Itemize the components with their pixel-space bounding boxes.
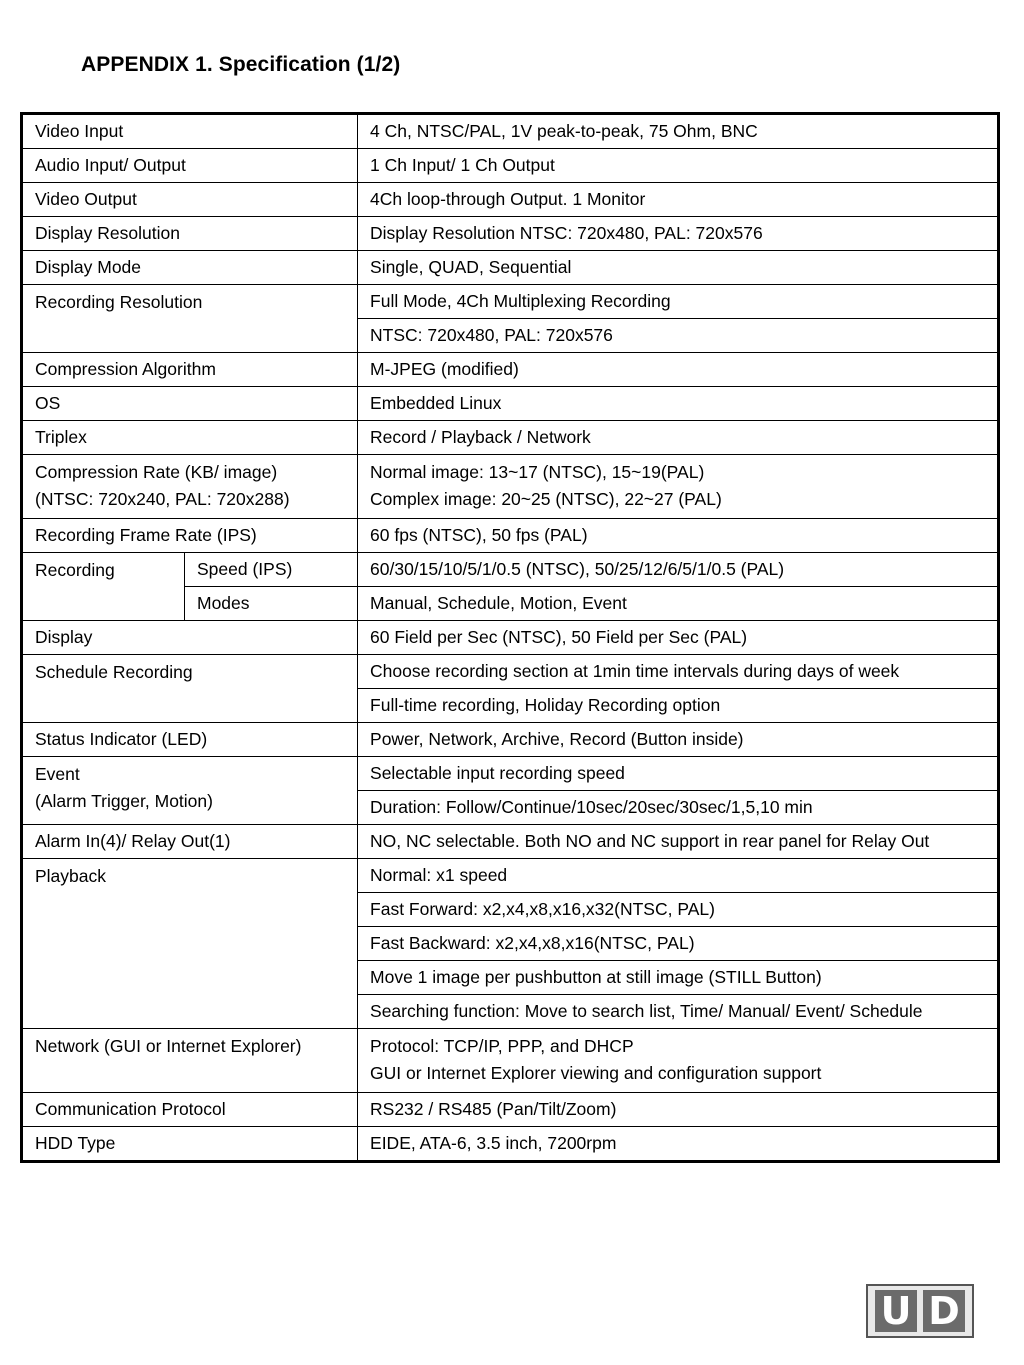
logo-letter-u: U <box>875 1290 917 1332</box>
table-row <box>22 1127 999 1162</box>
spec-label-line: (Alarm Trigger, Motion) <box>35 791 213 811</box>
specification-table <box>20 112 1000 1163</box>
spec-label: Alarm In(4)/ Relay Out(1) <box>22 825 358 859</box>
table-row <box>22 621 999 655</box>
spec-label: Video Input <box>22 114 358 149</box>
spec-value <box>358 1029 999 1093</box>
company-logo <box>866 1284 974 1338</box>
spec-value-line: Complex image: 20~25 (NTSC), 22~27 (PAL) <box>370 489 722 509</box>
spec-label: Compression Algorithm <box>22 353 358 387</box>
spec-sublabel: Speed (IPS) <box>185 553 358 587</box>
spec-label: Communication Protocol <box>22 1093 358 1127</box>
table-row <box>22 285 999 319</box>
spec-value: Single, QUAD, Sequential <box>358 251 999 285</box>
spec-label: Display Mode <box>22 251 358 285</box>
spec-label: Audio Input/ Output <box>22 149 358 183</box>
spec-label-line: Event <box>35 764 80 784</box>
spec-label: OS <box>22 387 358 421</box>
spec-value: 60/30/15/10/5/1/0.5 (NTSC), 50/25/12/6/5/1/0.5 (PAL) <box>358 553 999 587</box>
spec-label <box>22 757 358 825</box>
table-row <box>22 353 999 387</box>
spec-value: Embedded Linux <box>358 387 999 421</box>
spec-value: Full-time recording, Holiday Recording option <box>358 689 999 723</box>
spec-label: Video Output <box>22 183 358 217</box>
spec-value: 60 fps (NTSC), 50 fps (PAL) <box>358 519 999 553</box>
table-row <box>22 217 999 251</box>
spec-value: RS232 / RS485 (Pan/Tilt/Zoom) <box>358 1093 999 1127</box>
spec-value: Full Mode, 4Ch Multiplexing Recording <box>358 285 999 319</box>
table-row <box>22 825 999 859</box>
table-row <box>22 723 999 757</box>
spec-value: Fast Forward: x2,x4,x8,x16,x32(NTSC, PAL) <box>358 893 999 927</box>
page-title: APPENDIX 1. Specification (1/2) <box>81 53 401 76</box>
spec-value: 60 Field per Sec (NTSC), 50 Field per Sec (PAL) <box>358 621 999 655</box>
spec-value: Fast Backward: x2,x4,x8,x16(NTSC, PAL) <box>358 927 999 961</box>
table-row <box>22 455 999 519</box>
spec-label: Display Resolution <box>22 217 358 251</box>
spec-label: Recording Resolution <box>22 285 358 353</box>
spec-value-line: Protocol: TCP/IP, PPP, and DHCP <box>370 1036 634 1056</box>
spec-value-line: Normal image: 13~17 (NTSC), 15~19(PAL) <box>370 462 705 482</box>
spec-value: 1 Ch Input/ 1 Ch Output <box>358 149 999 183</box>
spec-value: Searching function: Move to search list, Time/ Manual/ Event/ Schedule <box>358 995 999 1029</box>
spec-label <box>22 455 358 519</box>
spec-value: EIDE, ATA-6, 3.5 inch, 7200rpm <box>358 1127 999 1162</box>
spec-label: Triplex <box>22 421 358 455</box>
spec-value: Manual, Schedule, Motion, Event <box>358 587 999 621</box>
table-row <box>22 553 999 587</box>
table-row <box>22 1093 999 1127</box>
spec-label-line: (NTSC: 720x240, PAL: 720x288) <box>35 489 290 509</box>
table-row <box>22 387 999 421</box>
table-row <box>22 519 999 553</box>
spec-value: 4Ch loop-through Output. 1 Monitor <box>358 183 999 217</box>
spec-label: Playback <box>22 859 358 1029</box>
spec-value: Record / Playback / Network <box>358 421 999 455</box>
table-row <box>22 1029 999 1093</box>
spec-label-line: Compression Rate (KB/ image) <box>35 462 278 482</box>
spec-value: NTSC: 720x480, PAL: 720x576 <box>358 319 999 353</box>
table-row <box>22 149 999 183</box>
table-row <box>22 859 999 893</box>
spec-value: Choose recording section at 1min time intervals during days of week <box>358 655 999 689</box>
spec-value: Move 1 image per pushbutton at still image (STILL Button) <box>358 961 999 995</box>
spec-sublabel: Modes <box>185 587 358 621</box>
table-row <box>22 114 999 149</box>
logo-letter-d: D <box>923 1290 965 1332</box>
spec-label: Recording Frame Rate (IPS) <box>22 519 358 553</box>
table-row <box>22 757 999 791</box>
spec-value: Normal: x1 speed <box>358 859 999 893</box>
spec-label: Schedule Recording <box>22 655 358 723</box>
spec-value: NO, NC selectable. Both NO and NC support in rear panel for Relay Out <box>358 825 999 859</box>
spec-value: 4 Ch, NTSC/PAL, 1V peak-to-peak, 75 Ohm, BNC <box>358 114 999 149</box>
spec-value: Selectable input recording speed <box>358 757 999 791</box>
table-row <box>22 421 999 455</box>
spec-value: Duration: Follow/Continue/10sec/20sec/30sec/1,5,10 min <box>358 791 999 825</box>
spec-label: Recording <box>22 553 185 621</box>
spec-value: Display Resolution NTSC: 720x480, PAL: 720x576 <box>358 217 999 251</box>
spec-label: Network (GUI or Internet Explorer) <box>22 1029 358 1093</box>
spec-value: Power, Network, Archive, Record (Button inside) <box>358 723 999 757</box>
spec-label: HDD Type <box>22 1127 358 1162</box>
spec-value-line: GUI or Internet Explorer viewing and configuration support <box>370 1063 822 1083</box>
table-row <box>22 183 999 217</box>
spec-label: Display <box>22 621 358 655</box>
spec-value <box>358 455 999 519</box>
table-row <box>22 655 999 689</box>
spec-label: Status Indicator (LED) <box>22 723 358 757</box>
spec-value: M-JPEG (modified) <box>358 353 999 387</box>
table-row <box>22 251 999 285</box>
